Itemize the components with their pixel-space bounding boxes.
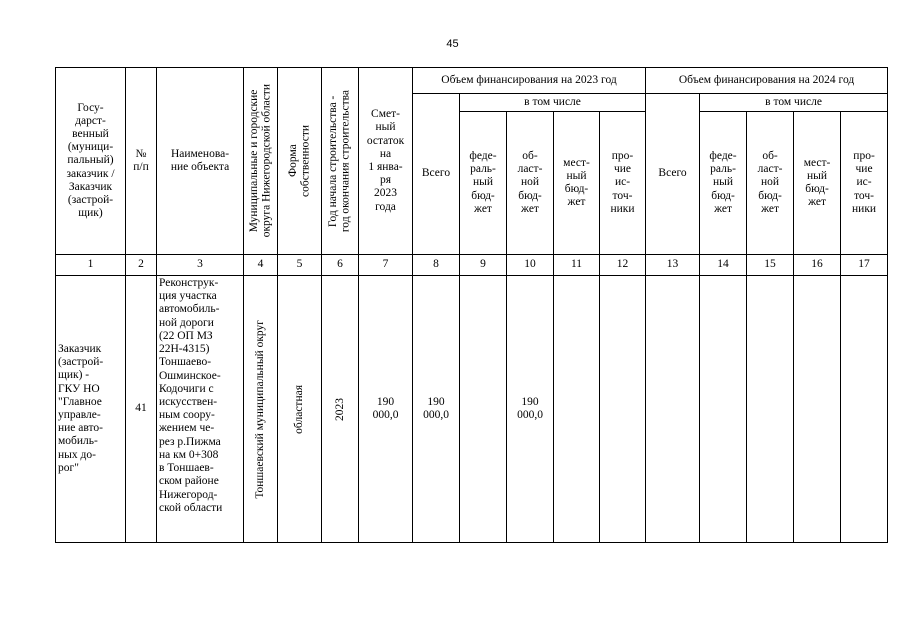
header-regional-2024: об- ласт- ной бюд- жет (747, 112, 794, 255)
col-num: 9 (460, 255, 507, 276)
header-local-2024: мест- ный бюд- жет (794, 112, 841, 255)
page-number: 45 (446, 38, 459, 50)
cell-regional-2024 (747, 276, 794, 543)
header-row-1 (56, 68, 888, 94)
col-num: 10 (507, 255, 554, 276)
cell-object-name: Реконструк- ция участка автомобиль- ной дороги (22 ОП МЗ 22Н-4315) Тоншаево- Ошминское- Кодочиги с искусствен- ным соору- жением че- рез р.Пижма на км 0+308 в Тоншаев- ском районе Нижегород- ской области (157, 276, 244, 543)
column-number-row (56, 255, 888, 276)
header-including-2024: в том числе (700, 94, 888, 112)
header-federal-2024: феде- раль- ный бюд- жет (700, 112, 747, 255)
header-other-2023: про- чие ис- точ- ники (600, 112, 646, 255)
header-customer: Госу- дарст- венный (муници- пальный) заказчик / Заказчик (застрой- щик) (56, 68, 126, 255)
header-regional-2023: об- ласт- ной бюд- жет (507, 112, 554, 255)
cell-years-cell (322, 276, 359, 543)
cell-ownership-cell (278, 276, 322, 543)
header-total-2023: Всего (413, 94, 460, 255)
col-num: 3 (157, 255, 244, 276)
col-num: 6 (322, 255, 359, 276)
col-num: 2 (126, 255, 157, 276)
cell-total-2024 (646, 276, 700, 543)
header-ownership: Форма собственности (286, 125, 312, 197)
header-years-cell (322, 68, 359, 255)
financing-table (55, 67, 888, 543)
col-num: 11 (554, 255, 600, 276)
col-num: 12 (600, 255, 646, 276)
header-other-2024: про- чие ис- точ- ники (841, 112, 888, 255)
col-num: 16 (794, 255, 841, 276)
cell-number: 41 (126, 276, 157, 543)
table-row (56, 276, 888, 543)
cell-total-2023: 190 000,0 (413, 276, 460, 543)
header-total-2024: Всего (646, 94, 700, 255)
cell-municipality: Тоншаевский муниципальный округ (254, 319, 267, 499)
col-num: 13 (646, 255, 700, 276)
header-municipality-cell (244, 68, 278, 255)
header-federal-2023: феде- раль- ный бюд- жет (460, 112, 507, 255)
header-remaining: Смет- ный остаток на 1 янва- ря 2023 года (359, 68, 413, 255)
cell-other-2023 (600, 276, 646, 543)
header-fin-2024: Объем финансирования на 2024 год (646, 68, 888, 94)
header-ownership-cell (278, 68, 322, 255)
cell-ownership: областная (293, 384, 306, 434)
cell-customer: Заказчик (застрой- щик) - ГКУ НО "Главное управле- ние авто- мобиль- ных до- рог" (56, 276, 126, 543)
cell-other-2024 (841, 276, 888, 543)
header-including-2023: в том числе (460, 94, 646, 112)
cell-federal-2023 (460, 276, 507, 543)
header-fin-2023: Объем финансирования на 2023 год (413, 68, 646, 94)
col-num: 17 (841, 255, 888, 276)
cell-remaining: 190 000,0 (359, 276, 413, 543)
col-num: 5 (278, 255, 322, 276)
col-num: 4 (244, 255, 278, 276)
header-local-2023: мест- ный бюд- жет (554, 112, 600, 255)
col-num: 14 (700, 255, 747, 276)
header-municipality: Муниципальные и городские округа Нижегородской области (247, 84, 273, 238)
cell-local-2024 (794, 276, 841, 543)
col-num: 1 (56, 255, 126, 276)
header-number: № п/п (126, 68, 157, 255)
col-num: 7 (359, 255, 413, 276)
col-num: 8 (413, 255, 460, 276)
cell-local-2023 (554, 276, 600, 543)
header-object-name: Наименова- ние объекта (157, 68, 244, 255)
cell-federal-2024 (700, 276, 747, 543)
cell-regional-2023: 190 000,0 (507, 276, 554, 543)
cell-years: 2023 (333, 397, 346, 421)
cell-municipality-cell (244, 276, 278, 543)
col-num: 15 (747, 255, 794, 276)
header-years: Год начала строительства - год окончания строительства (327, 89, 352, 233)
